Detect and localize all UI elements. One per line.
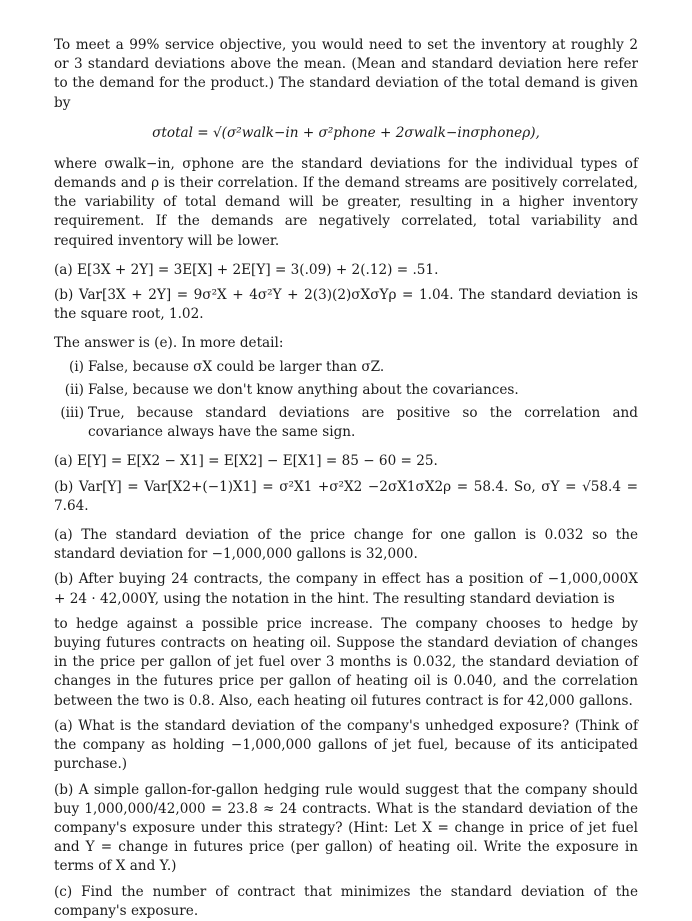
intro-paragraph: To meet a 99% service objective, you would need to set the inventory at roughly 2 or 3 standard deviations above the mean. (Mean and standard deviation here refer to the demand for the product.) The standard deviation of the total demand is given by	[54, 37, 638, 111]
where-paragraph: where σwalk−in, σphone are the standard deviations for the individual types of demands and ρ is their correlation. If the demand streams are positively correlated, the variability of total demand will be greater, resulting in a higher inventory requirement. If the demands are negatively correlated, total variability and required inventory will be lower.	[54, 155, 638, 249]
answer-a-unhedged: (a) The standard deviation of the price change for one gallon is 0.032 so the standard deviation for −1,000,000 gallons is 32,000.	[54, 527, 638, 563]
answer-e-intro: The answer is (e). In more detail:	[54, 335, 284, 352]
list-item-text: False, because we don't know anything about the covariances.	[88, 381, 519, 398]
list-item-text: False, because σX could be larger than σZ.	[88, 358, 385, 375]
answer-a-expectation: (a) E[3X + 2Y] = 3E[X] + 2E[Y] = 3(.09) + 2(.12) = .51.	[54, 261, 439, 278]
roman-list	[54, 358, 638, 443]
question-a: (a) What is the standard deviation of the company's unhedged exposure? (Think of the company as holding −1,000,000 gallons of jet fuel, because of its anticipated purchase.)	[54, 717, 638, 773]
question-c: (c) Find the number of contract that minimizes the standard deviation of the company's exposure.	[54, 883, 638, 919]
sigma-total-formula: σtotal = √(σ²walk−in + σ²phone + 2σwalk−inσphoneρ),	[152, 124, 540, 141]
answer-a-difference: (a) E[Y] = E[X2 − X1] = E[X2] − E[X1] = 85 − 60 = 25.	[54, 453, 438, 470]
answer-b-difference-variance: (b) Var[Y] = Var[X2+(−1)X1] = σ²X1 +σ²X2 −2σX1σX2ρ = 58.4. So, σY = √58.4 = 7.64.	[54, 478, 638, 514]
answer-b-hedged: (b) After buying 24 contracts, the company in effect has a position of −1,000,000X + 24 · 42,000Y, using the notation in the hint. The resulting standard deviation is	[54, 571, 638, 607]
answer-b-variance: (b) Var[3X + 2Y] = 9σ²X + 4σ²Y + 2(3)(2)σXσYρ = 1.04. The standard deviation is the square root, 1.02.	[54, 287, 638, 323]
question-b: (b) A simple gallon-for-gallon hedging rule would suggest that the company should buy 1,000,000/42,000 = 23.8 ≈ 24 contracts. What is the standard deviation of the company's exposure under this strategy? (Hint: Let X = change in price of jet fuel and Y = change in futures price (per gallon) of heating oil. Write the exposure in terms of X and Y.)	[54, 781, 638, 875]
problem-statement: to hedge against a possible price increase. The company chooses to hedge by buying futures contracts on heating oil. Suppose the standard deviation of changes in the price per gallon of jet fuel over 3 months is 0.032, the standard deviation of changes in the futures price per gallon of heating oil is 0.040, and the correlation between the two is 0.8. Also, each heating oil futures contract is for 42,000 gallons.	[54, 615, 638, 709]
list-item-number: (ii)	[64, 381, 84, 398]
list-item	[54, 358, 638, 377]
list-item	[54, 381, 638, 400]
list-item-text: True, because standard deviations are positive so the correlation and covariance always have the same sign.	[88, 405, 638, 441]
list-item-number: (i)	[69, 358, 84, 375]
list-item-number: (iii)	[60, 405, 84, 422]
list-item	[54, 404, 638, 442]
